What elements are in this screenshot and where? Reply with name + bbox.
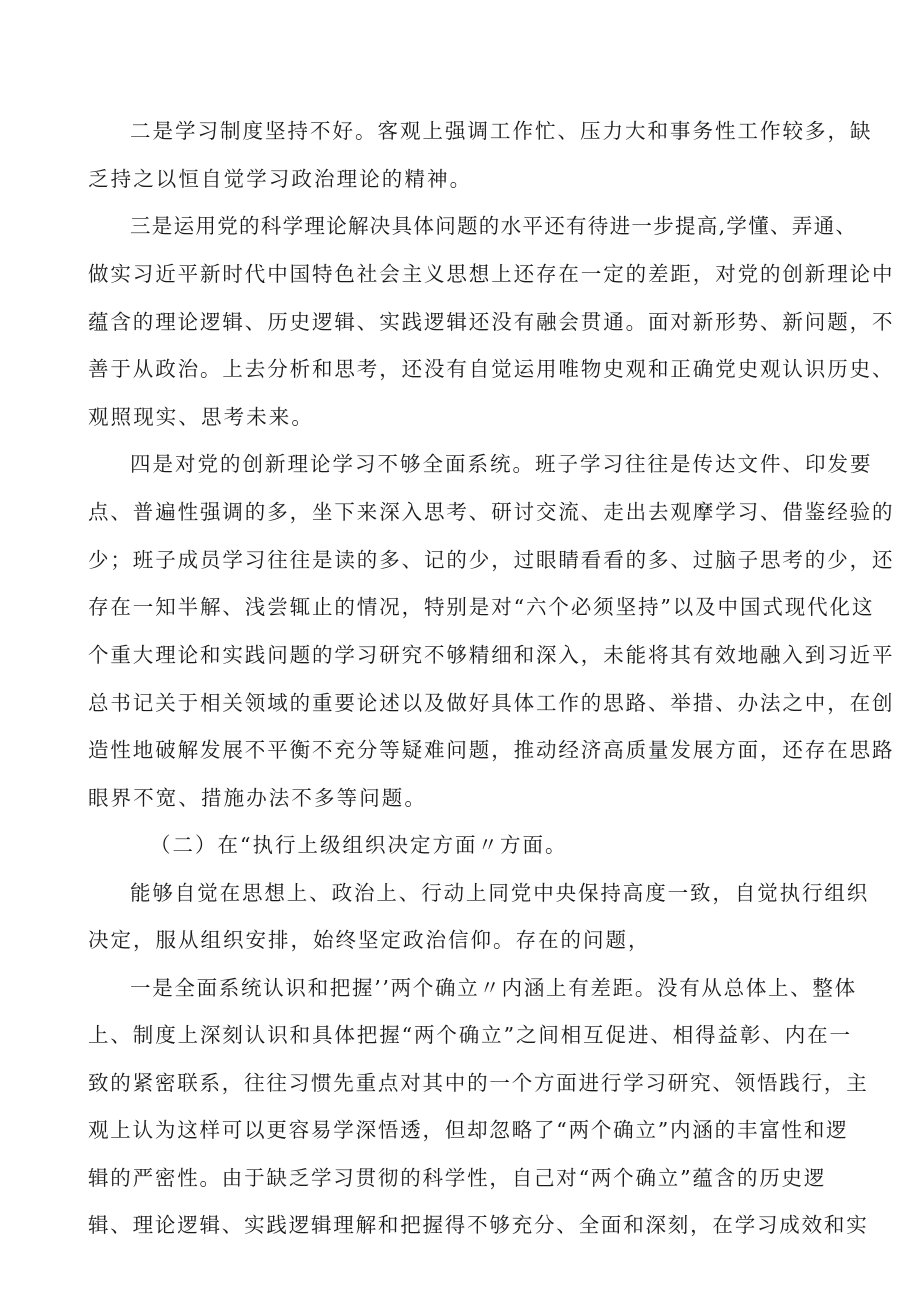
text-line: 辑的严密性。由于缺乏学习贯彻的科学性，自己对“两个确立”蕴含的历史逻 xyxy=(88,1166,827,1190)
text-line: 做实习近平新时代中国特色社会主义思想上还存在一定的差距，对党的创新理论中 xyxy=(88,262,895,286)
text-line: 个重大理论和实践问题的学习研究不够精细和深入，未能将其有效地融入到习近平 xyxy=(88,643,895,667)
text-line: 眼界不宽、措施办法不多等问题。 xyxy=(88,786,427,810)
text-line: 观上认为这样可以更容易学深悟透，但却忽略了“两个确立”内涵的丰富性和逻 xyxy=(88,1118,849,1142)
text-line: 四是对党的创新理论学习不够全面系统。班子学习往往是传达文件、印发要 xyxy=(130,452,873,476)
text-line: 决定，服从组织安排，始终坚定政治信仰。存在的问题， xyxy=(88,928,651,952)
text-line: 善于从政治。上去分析和思考，还没有自觉运用唯物史观和正确党史观认识历史、 xyxy=(88,357,895,381)
text-line: 造性地破解发展不平衡不充分等疑难问题，推动经济高质量发展方面，还存在思路 xyxy=(88,738,895,762)
text-line: 上、制度上深刻认识和具体把握“两个确立”之间相互促进、相得益彰、内在一 xyxy=(88,1023,852,1047)
text-line: 点、普遍性强调的多，坐下来深入思考、研讨交流、走出去观摩学习、借鉴经验的 xyxy=(88,500,895,524)
text-line: 少；班子成员学习往往是读的多、记的少，过眼睛看看的多、过脑子思考的少，还 xyxy=(88,548,895,572)
text-line: 乏持之以恒自觉学习政治理论的精神。 xyxy=(88,167,473,191)
text-line: 观照现实、思考未来。 xyxy=(88,405,314,429)
text-line: 辑、理论逻辑、实践逻辑理解和把握得不够充分、全面和深刻，在学习成效和实 xyxy=(88,1213,869,1237)
text-line: 存在一知半解、浅尝辄止的情况，特别是对“六个必须坚持”以及中国式现代化这 xyxy=(88,595,875,619)
section-heading-text: （二）在“执行上级组织决定方面〃方面。 xyxy=(150,833,568,857)
text-line: 致的紧密联系，往往习惯先重点对其中的一个方面进行学习研究、领悟践行，主 xyxy=(88,1071,869,1095)
text-line: 总书记关于相关领域的重要论述以及做好具体工作的思路、举措、办法之中，在创 xyxy=(88,691,895,715)
text-line: 一是全面系统认识和把握’’两个确立〃内涵上有差距。没有从总体上、整体 xyxy=(130,976,857,1000)
text-line: 三是运用党的科学理论解决具体问题的水平还有待进一步提高,学懂、弄通、 xyxy=(130,214,858,238)
text-line: 蕴含的理论逻辑、历史逻辑、实践逻辑还没有融会贯通。面对新形势、新问题，不 xyxy=(88,310,895,334)
text-line: 二是学习制度坚持不好。客观上强调工作忙、压力大和事务性工作较多，缺 xyxy=(130,119,873,143)
text-line: 能够自觉在思想上、政治上、行动上同党中央保持高度一致，自觉执行组织 xyxy=(130,881,870,905)
